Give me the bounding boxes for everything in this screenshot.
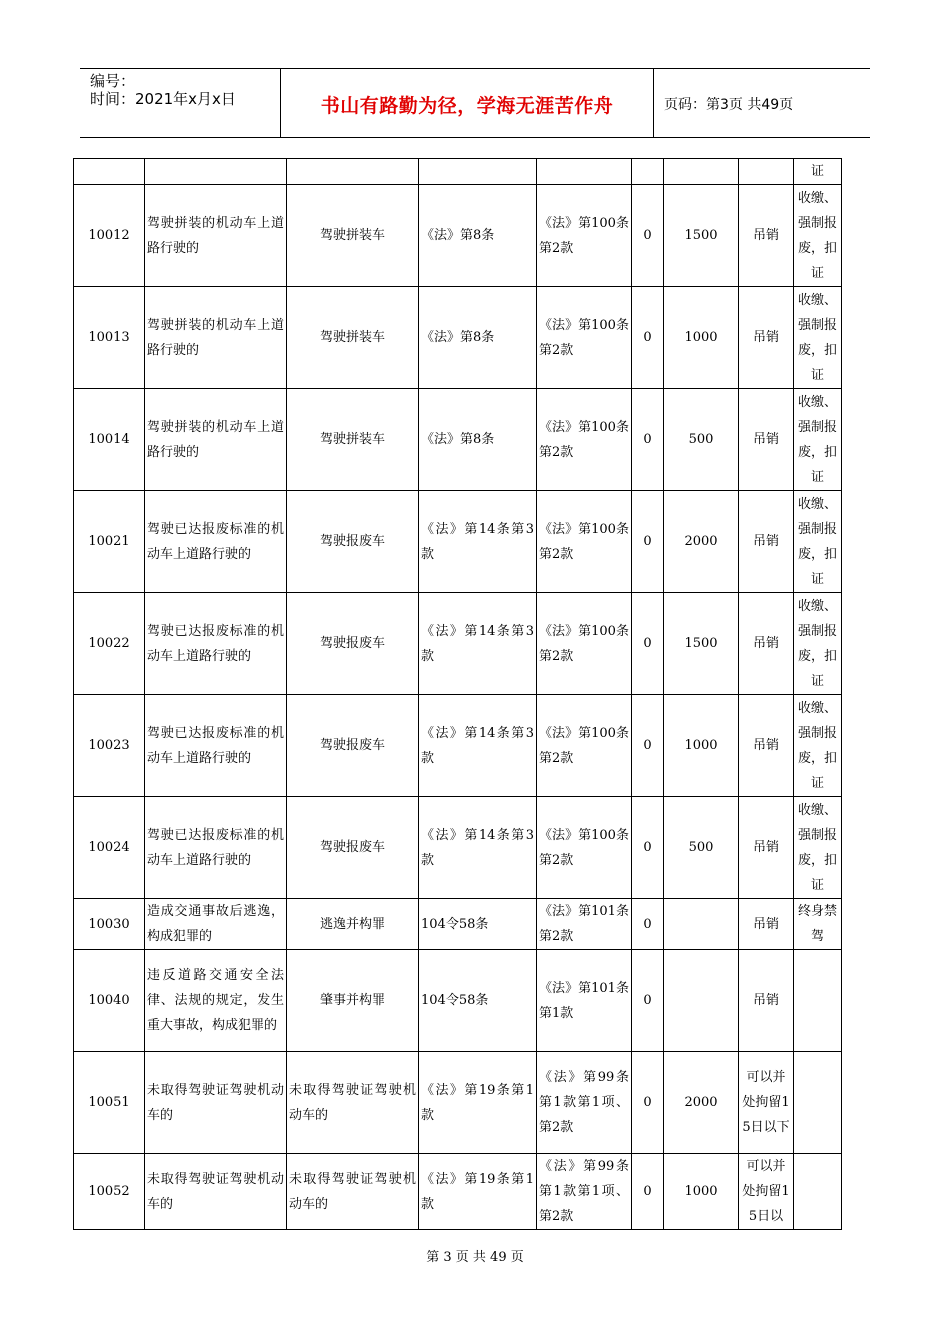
cell-license <box>739 159 794 185</box>
cell-legal-basis: 《法》第8条 <box>419 287 537 389</box>
cell-code: 10024 <box>74 797 145 899</box>
cell-code: 10021 <box>74 491 145 593</box>
cell-penalty-basis: 《法》第99条第1款第1项、第2款 <box>537 1154 632 1230</box>
violation-table <box>73 158 842 1230</box>
cell-penalty-basis <box>537 159 632 185</box>
header-motto: 书山有路勤为径，学海无涯苦作舟 <box>320 95 614 117</box>
cell-code: 10052 <box>74 1154 145 1230</box>
cell-other-measures: 收缴、强制报废，扣证 <box>794 797 842 899</box>
cell-fine: 1000 <box>664 695 739 797</box>
cell-points: 0 <box>632 797 664 899</box>
cell-legal-basis: 104令58条 <box>419 899 537 950</box>
cell-points: 0 <box>632 695 664 797</box>
cell-fine <box>664 159 739 185</box>
header-meta-cell <box>80 69 281 137</box>
cell-short-name <box>287 159 419 185</box>
cell-short-name: 驾驶报废车 <box>287 695 419 797</box>
cell-license: 吊销 <box>739 797 794 899</box>
table-row <box>74 287 842 389</box>
cell-points: 0 <box>632 593 664 695</box>
cell-fine: 500 <box>664 389 739 491</box>
cell-penalty-basis: 《法》第100条第2款 <box>537 695 632 797</box>
cell-fine: 1500 <box>664 593 739 695</box>
cell-license: 吊销 <box>739 287 794 389</box>
cell-other-measures: 收缴、强制报废，扣证 <box>794 389 842 491</box>
cell-short-name: 驾驶报废车 <box>287 491 419 593</box>
cell-legal-basis: 《法》第14条第3款 <box>419 491 537 593</box>
cell-short-name: 驾驶拼装车 <box>287 389 419 491</box>
cell-legal-basis: 《法》第8条 <box>419 389 537 491</box>
cell-code: 10022 <box>74 593 145 695</box>
cell-penalty-basis: 《法》第100条第2款 <box>537 389 632 491</box>
cell-behavior: 未取得驾驶证驾驶机动车的 <box>145 1154 287 1230</box>
cell-other-measures: 证 <box>794 159 842 185</box>
cell-legal-basis: 《法》第14条第3款 <box>419 797 537 899</box>
cell-license: 吊销 <box>739 950 794 1052</box>
cell-legal-basis: 《法》第14条第3款 <box>419 593 537 695</box>
cell-short-name: 驾驶报废车 <box>287 797 419 899</box>
cell-short-name: 驾驶拼装车 <box>287 185 419 287</box>
cell-license: 吊销 <box>739 899 794 950</box>
table-row <box>74 950 842 1052</box>
cell-fine <box>664 950 739 1052</box>
cell-behavior: 驾驶已达报废标准的机动车上道路行驶的 <box>145 491 287 593</box>
cell-points: 0 <box>632 1052 664 1154</box>
cell-penalty-basis: 《法》第101条第2款 <box>537 899 632 950</box>
cell-points: 0 <box>632 287 664 389</box>
cell-penalty-basis: 《法》第99条第1款第1项、第2款 <box>537 1052 632 1154</box>
cell-penalty-basis: 《法》第100条第2款 <box>537 593 632 695</box>
cell-other-measures: 收缴、强制报废，扣证 <box>794 491 842 593</box>
cell-license: 吊销 <box>739 185 794 287</box>
cell-fine: 2000 <box>664 1052 739 1154</box>
cell-license: 可以并处拘留15日以 <box>739 1154 794 1230</box>
cell-short-name: 未取得驾驶证驾驶机动车的 <box>287 1154 419 1230</box>
cell-behavior <box>145 159 287 185</box>
cell-other-measures <box>794 950 842 1052</box>
cell-points: 0 <box>632 899 664 950</box>
cell-code: 10051 <box>74 1052 145 1154</box>
cell-short-name: 驾驶报废车 <box>287 593 419 695</box>
table-row <box>74 1052 842 1154</box>
cell-penalty-basis: 《法》第100条第2款 <box>537 797 632 899</box>
table-row <box>74 695 842 797</box>
cell-legal-basis: 104令58条 <box>419 950 537 1052</box>
cell-short-name: 肇事并构罪 <box>287 950 419 1052</box>
cell-penalty-basis: 《法》第100条第2款 <box>537 185 632 287</box>
cell-fine: 2000 <box>664 491 739 593</box>
cell-behavior: 驾驶已达报废标准的机动车上道路行驶的 <box>145 797 287 899</box>
table-row <box>74 899 842 950</box>
cell-legal-basis: 《法》第8条 <box>419 185 537 287</box>
cell-behavior: 驾驶拼装的机动车上道路行驶的 <box>145 287 287 389</box>
cell-fine: 500 <box>664 797 739 899</box>
cell-points: 0 <box>632 185 664 287</box>
cell-behavior: 驾驶拼装的机动车上道路行驶的 <box>145 185 287 287</box>
cell-behavior: 造成交通事故后逃逸，构成犯罪的 <box>145 899 287 950</box>
cell-other-measures: 收缴、强制报废，扣证 <box>794 695 842 797</box>
cell-behavior: 驾驶已达报废标准的机动车上道路行驶的 <box>145 593 287 695</box>
cell-license: 吊销 <box>739 491 794 593</box>
table-row <box>74 389 842 491</box>
header-page-number: 页码：第3页 共49页 <box>664 97 794 113</box>
header-motto-cell <box>281 69 654 137</box>
cell-legal-basis <box>419 159 537 185</box>
table-row <box>74 593 842 695</box>
cell-other-measures <box>794 1052 842 1154</box>
table-row <box>74 1154 842 1230</box>
header-page-cell <box>654 69 870 137</box>
cell-short-name: 驾驶拼装车 <box>287 287 419 389</box>
cell-legal-basis: 《法》第14条第3款 <box>419 695 537 797</box>
cell-behavior: 驾驶已达报废标准的机动车上道路行驶的 <box>145 695 287 797</box>
cell-code: 10030 <box>74 899 145 950</box>
page-footer: 第 3 页 共 49 页 <box>426 1250 524 1265</box>
cell-short-name: 未取得驾驶证驾驶机动车的 <box>287 1052 419 1154</box>
cell-penalty-basis: 《法》第100条第2款 <box>537 287 632 389</box>
cell-behavior: 驾驶拼装的机动车上道路行驶的 <box>145 389 287 491</box>
cell-license: 可以并处拘留15日以下 <box>739 1052 794 1154</box>
cell-short-name: 逃逸并构罪 <box>287 899 419 950</box>
cell-other-measures: 收缴、强制报废，扣证 <box>794 593 842 695</box>
table-row <box>74 491 842 593</box>
cell-penalty-basis: 《法》第101条第1款 <box>537 950 632 1052</box>
cell-other-measures: 终身禁驾 <box>794 899 842 950</box>
cell-code <box>74 159 145 185</box>
cell-legal-basis: 《法》第19条第1款 <box>419 1154 537 1230</box>
cell-legal-basis: 《法》第19条第1款 <box>419 1052 537 1154</box>
cell-license: 吊销 <box>739 593 794 695</box>
cell-fine: 1000 <box>664 287 739 389</box>
cell-other-measures: 收缴、强制报废，扣证 <box>794 185 842 287</box>
cell-points: 0 <box>632 491 664 593</box>
table-row <box>74 159 842 185</box>
cell-points: 0 <box>632 950 664 1052</box>
document-time-label: 时间：2021年x月x日 <box>90 90 236 108</box>
document-number-label: 编号： <box>90 72 136 90</box>
table-row <box>74 185 842 287</box>
cell-fine: 1000 <box>664 1154 739 1230</box>
cell-code: 10013 <box>74 287 145 389</box>
cell-license: 吊销 <box>739 389 794 491</box>
cell-other-measures: 收缴、强制报废，扣证 <box>794 287 842 389</box>
cell-fine: 1500 <box>664 185 739 287</box>
cell-other-measures <box>794 1154 842 1230</box>
cell-points: 0 <box>632 389 664 491</box>
cell-code: 10023 <box>74 695 145 797</box>
cell-code: 10014 <box>74 389 145 491</box>
cell-fine <box>664 899 739 950</box>
cell-points: 0 <box>632 1154 664 1230</box>
page-header <box>80 68 870 138</box>
cell-behavior: 违反道路交通安全法律、法规的规定，发生重大事故，构成犯罪的 <box>145 950 287 1052</box>
table-row <box>74 797 842 899</box>
cell-points <box>632 159 664 185</box>
cell-code: 10040 <box>74 950 145 1052</box>
cell-license: 吊销 <box>739 695 794 797</box>
cell-behavior: 未取得驾驶证驾驶机动车的 <box>145 1052 287 1154</box>
cell-code: 10012 <box>74 185 145 287</box>
cell-penalty-basis: 《法》第100条第2款 <box>537 491 632 593</box>
